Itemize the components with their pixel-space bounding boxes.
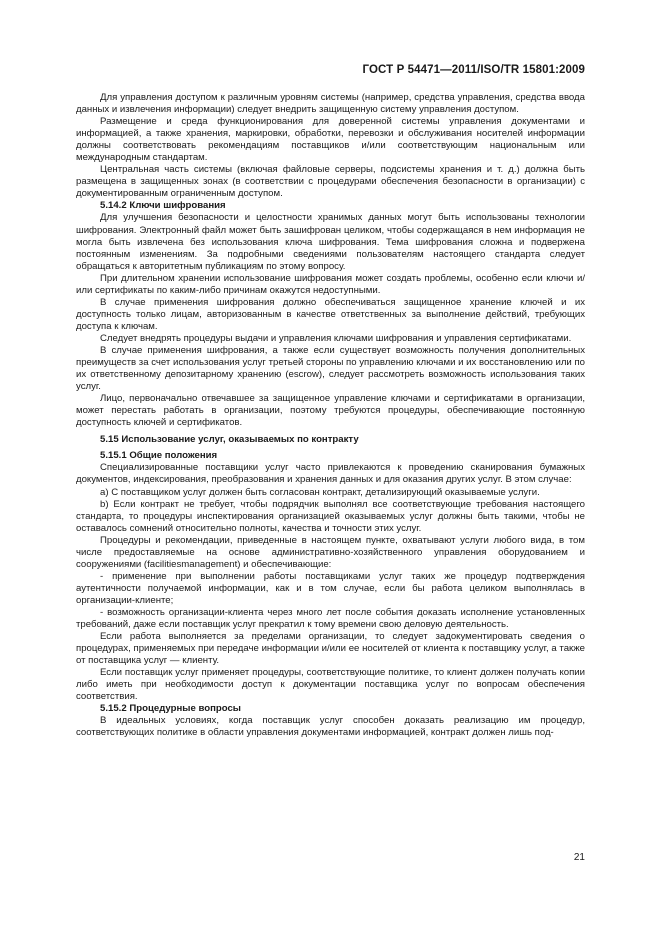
paragraph: Центральная часть системы (включая файловые серверы, подсистемы хранения и т. д.) должна быть размещена в защищенных зонах (в соответствии с процедурами обеспечения безопасности в организации) с документированным ограниченным доступом. — [76, 164, 585, 200]
page-number: 21 — [573, 852, 585, 863]
paragraph: В случае применения шифрования должно обеспечиваться защищенное хранение ключей и их доступность только лицам, авторизованным в качестве ответственных за выполнение действий, требующих доступа к ключам. — [76, 296, 585, 332]
page-header: ГОСТ Р 54471—2011/ISO/TR 15801:2009 — [362, 64, 585, 76]
paragraph: Для управления доступом к различным уровням системы (например, средства управления, средства ввода данных и извлечения информации) следует внедрить защищенную систему управления доступом. — [76, 92, 585, 116]
section-heading-5-14-2: 5.14.2 Ключи шифрования — [100, 200, 226, 212]
page-body — [76, 92, 585, 739]
paragraph: Лицо, первоначально отвечавшее за защищенное управление ключами и сертификатами в организации, может перестать работать в организации, поэтому требуются процедуры, обеспечивающие постоянную доступность ключей и сертификатов. — [76, 393, 585, 429]
section-heading-5-15-2: 5.15.2 Процедурные вопросы — [100, 703, 242, 715]
paragraph: Если работа выполняется за пределами организации, то следует задокументировать сведения о процедурах, применяемых при передаче информации и/или ее носителей от клиента к поставщику услуг, а также от поставщика услуг — клиенту. — [76, 631, 585, 667]
paragraph: Специализированные поставщики услуг часто привлекаются к проведению сканирования бумажных документов, индексирования, преобразования и хранения данных и для оказания других услуг. В этом случае: — [76, 462, 585, 486]
section-heading-5-15: 5.15 Использование услуг, оказываемых по контракту — [100, 434, 359, 446]
paragraph: Если поставщик услуг применяет процедуры, соответствующие политике, то клиент должен получать копии либо иметь при необходимости доступ к документации поставщика услуг по вопросам обеспечения соответствия. — [76, 667, 585, 703]
paragraph: Для улучшения безопасности и целостности хранимых данных могут быть использованы технологии шифрования. Электронный файл может быть зашифрован целиком, чтобы содержащаяся в нем информация не могла быть извлечена без использования ключа шифрования. Тема шифрования сложна и подвержена постоянным изменениям. За подробными сведениями пользователям настоящего стандарта следует обращаться к авторитетным публикациям по этому вопросу. — [76, 212, 585, 272]
paragraph: Размещение и среда функционирования для доверенной системы управления документами и информацией, а также хранения, маркировки, обработки, перевозки и обслуживания носителей информации должны соответствовать рекомендациям поставщиков и/или соответствующим национальным или международным стандартам. — [76, 116, 585, 164]
paragraph: Следует внедрять процедуры выдачи и управления ключами шифрования и управления сертификатами. — [100, 332, 572, 344]
section-heading-5-15-1: 5.15.1 Общие положения — [100, 450, 218, 462]
list-item: - применение при выполнении работы поставщиками услуг таких же процедур подтверждения аутентичности получаемой информации, как и в том случае, если бы работа целиком выполнялась в организации-клиенте; — [76, 570, 585, 606]
list-item: b) Если контракт не требует, чтобы подрядчик выполнял все соответствующие требования настоящего стандарта, то процедуры инспектирования организацией оказываемых услуг должны быть такими, чтобы не оставалось сомнений относительно полноты, качества и точности этих услуг. — [76, 498, 585, 534]
list-item: - возможность организации-клиента через много лет после события доказать исполнение установленных требований, даже если поставщик услуг прекратил к тому времени свою деловую деятельность. — [76, 606, 585, 631]
paragraph: Процедуры и рекомендации, приведенные в настоящем пункте, охватывают услуги любого вида, в том числе предоставляемые на основе административно-хозяйственного управления оборудованием и сооружениями (facilitiesmanagement) и обеспечивающие: — [76, 534, 585, 570]
list-item: a) С поставщиком услуг должен быть согласован контракт, детализирующий оказываемые услуги. — [100, 486, 540, 498]
paragraph: В случае применения шифрования, а также если существует возможность получения дополнительных преимуществ за счет использования услуг третьей стороны по управлению ключами и их восстановлению или по их ответственному депозитарному хранению (escrow), следует рассмотреть возможность использования таких услуг. — [76, 344, 585, 393]
paragraph: В идеальных условиях, когда поставщик услуг способен доказать реализацию им процедур, соответствующих политике в области управления документами информацией, контракт должен лишь под- — [76, 715, 585, 739]
paragraph: При длительном хранении использование шифрования может создать проблемы, особенно если ключи и/или сертификаты по каким-либо причинам окажутся недоступными. — [76, 272, 585, 296]
